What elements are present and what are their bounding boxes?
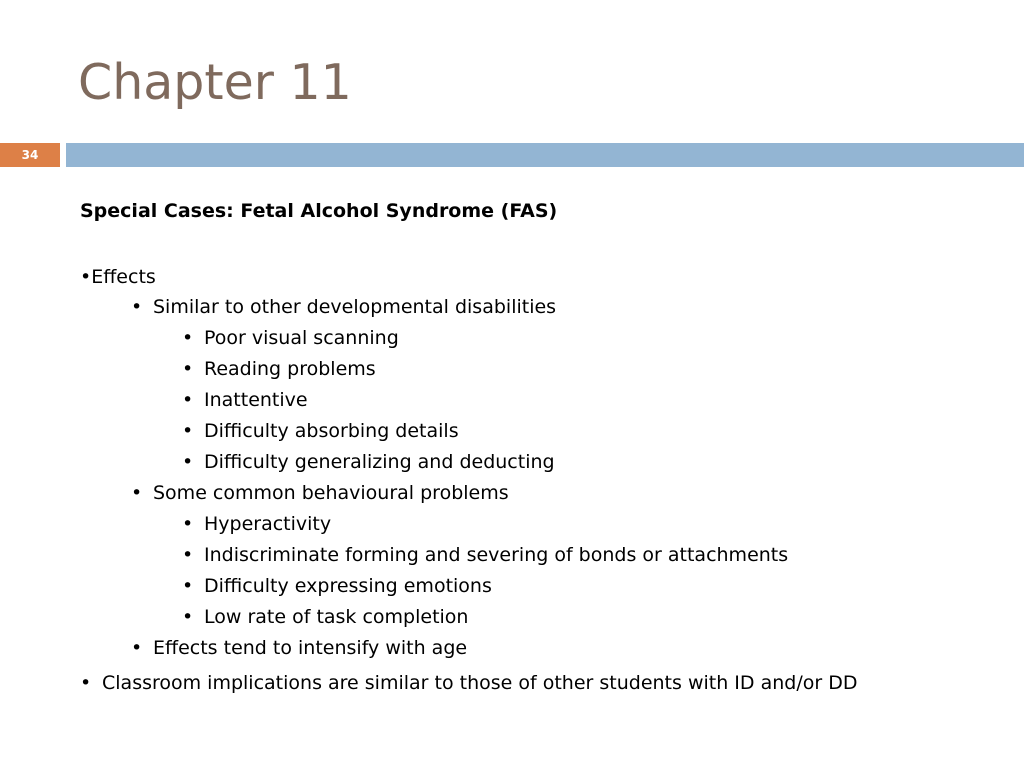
list-item bbox=[182, 447, 980, 478]
list-item-text: Difficulty generalizing and deducting bbox=[204, 451, 555, 473]
classroom-note bbox=[80, 668, 980, 699]
bullet-icon: • bbox=[182, 513, 194, 535]
list-item-text: Difficulty absorbing details bbox=[204, 420, 459, 442]
list-item-text: Low rate of task completion bbox=[204, 606, 469, 628]
bullet-icon: • bbox=[182, 544, 194, 566]
bullet-icon: • bbox=[182, 420, 194, 442]
list-item-text: Difficulty expressing emotions bbox=[204, 575, 492, 597]
list-item bbox=[182, 323, 980, 354]
list-item bbox=[182, 509, 980, 540]
list-item bbox=[182, 571, 980, 602]
bullet-icon: • bbox=[182, 327, 194, 349]
slide-content bbox=[80, 196, 980, 699]
bullet-icon: • bbox=[131, 637, 143, 659]
list-item bbox=[182, 385, 980, 416]
list-item-text: Hyperactivity bbox=[204, 513, 332, 535]
effects-list bbox=[80, 292, 980, 664]
effects-heading: •Effects bbox=[80, 266, 156, 288]
bullet-icon: • bbox=[182, 358, 194, 380]
header-bar bbox=[66, 143, 1024, 167]
group-label: Effects tend to intensify with age bbox=[153, 637, 468, 659]
bullet-icon: • bbox=[182, 389, 194, 411]
list-item bbox=[182, 540, 980, 571]
list-item bbox=[80, 292, 980, 478]
bullet-icon: • bbox=[80, 672, 92, 694]
bullet-icon: • bbox=[131, 482, 143, 504]
list-item bbox=[182, 602, 980, 633]
list-item bbox=[182, 354, 980, 385]
list-item-text: Indiscriminate forming and severing of bonds or attachments bbox=[204, 544, 789, 566]
list-item bbox=[80, 633, 980, 664]
bullet-icon: • bbox=[131, 296, 143, 318]
list-item bbox=[80, 478, 980, 633]
list-item-text: Reading problems bbox=[204, 358, 376, 380]
bullet-icon: • bbox=[182, 451, 194, 473]
classroom-note-text: Classroom implications are similar to those of other students with ID and/or DD bbox=[102, 672, 858, 694]
list-item-text: Inattentive bbox=[204, 389, 308, 411]
group-label: Similar to other developmental disabilities bbox=[153, 296, 557, 318]
bullet-icon: • bbox=[182, 606, 194, 628]
sub-list bbox=[182, 323, 980, 478]
group-label: Some common behavioural problems bbox=[153, 482, 509, 504]
slide-subtitle: Special Cases: Fetal Alcohol Syndrome (FAS) bbox=[80, 200, 558, 222]
sub-list bbox=[182, 509, 980, 633]
slide-title: Chapter 11 bbox=[78, 54, 352, 111]
list-item bbox=[182, 416, 980, 447]
bullet-icon: • bbox=[182, 575, 194, 597]
slide-number-badge: 34 bbox=[0, 143, 60, 167]
list-item-text: Poor visual scanning bbox=[204, 327, 399, 349]
